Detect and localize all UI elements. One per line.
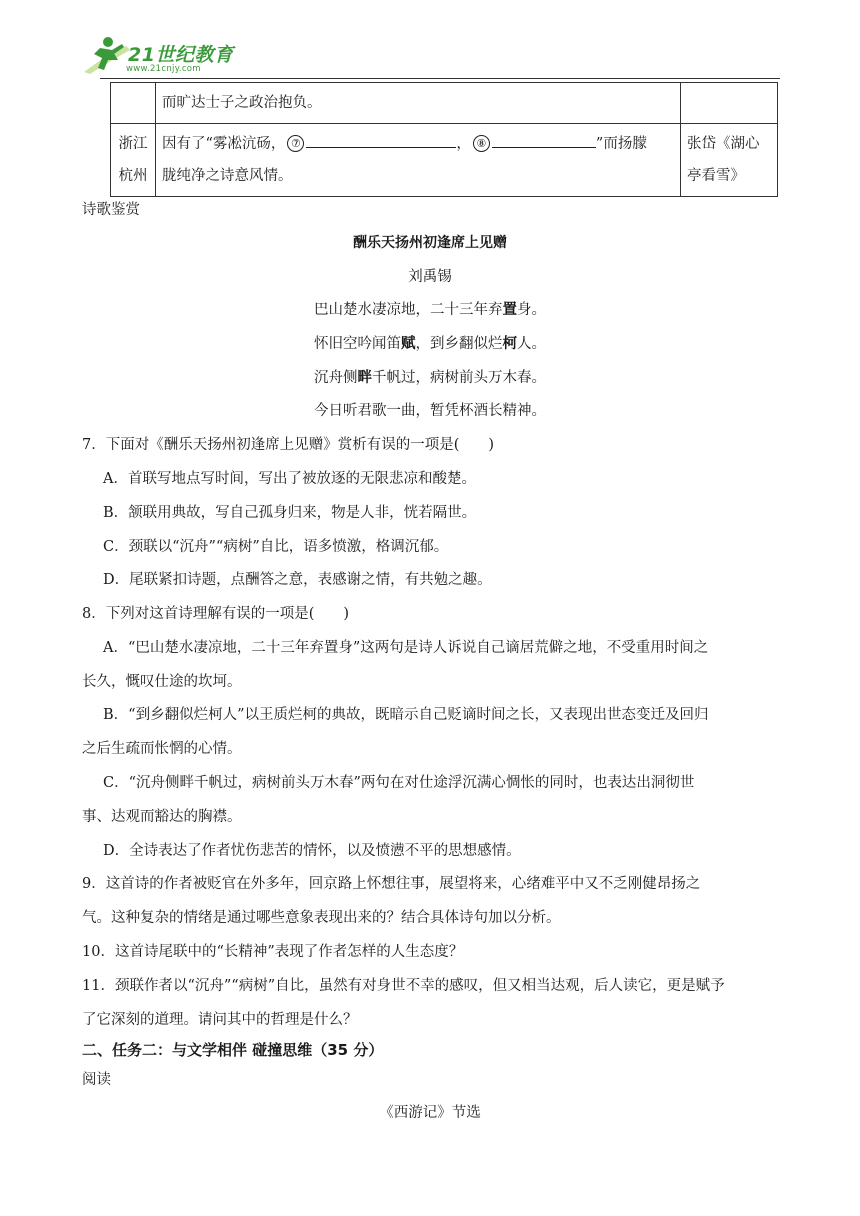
option-b: B．颔联用典故，写自己孤身归来，物是人非，恍若隔世。 xyxy=(103,505,477,521)
option-a-cont: 长久，慨叹仕途的坎坷。 xyxy=(82,674,242,690)
header-divider xyxy=(100,78,780,79)
source-cell xyxy=(681,83,778,124)
place-cell xyxy=(111,83,156,124)
poem-line: 今日听君歌一曲，暂凭杯酒长精神。 xyxy=(314,403,546,419)
place-line: 浙江 xyxy=(118,136,148,152)
poem-title: 酬乐天扬州初逢席上见赠 xyxy=(353,235,507,251)
section-heading: 二、任务二：与文学相伴 碰撞思维（35 分） xyxy=(82,1041,384,1059)
poem-line: 沉舟侧畔千帆过，病树前头万木春。 xyxy=(314,369,546,386)
option-c: C．“沉舟侧畔千帆过，病树前头万木春”两句在对仕途浮沉满心惆怅的同时，也表达出洞彻世 xyxy=(103,775,695,791)
content-cell xyxy=(156,124,681,197)
option-c-cont: 事、达观而豁达的胸襟。 xyxy=(82,809,242,825)
blank-number: ⑧ xyxy=(473,135,490,152)
scenic-table xyxy=(110,82,778,197)
source-cell xyxy=(681,124,778,197)
table-row xyxy=(111,124,778,197)
question-11-cont: 了它深刻的道理。请问其中的哲理是什么？ xyxy=(82,1012,358,1028)
option-a: A．“巴山楚水凄凉地，二十三年弃置身”这两句是诗人诉说自己谪居荒僻之地，不受重用时间之 xyxy=(103,640,709,656)
blank-number: ⑦ xyxy=(287,135,304,152)
option-c: C．颈联以“沉舟”“病树”自比，语多愤激，格调沉郁。 xyxy=(103,539,449,555)
question-10: 10．这首诗尾联中的“长精神”表现了作者怎样的人生态度？ xyxy=(82,944,464,960)
logo-url: www.21cnjy.com xyxy=(126,64,201,74)
question-stem: 8．下列对这首诗理解有误的一项是( ) xyxy=(82,606,350,622)
place-line: 杭州 xyxy=(118,168,148,184)
poem-author: 刘禹锡 xyxy=(408,269,452,285)
logo-text: 21世纪教育 xyxy=(128,44,234,66)
content-text: 因有了“雾凇沆砀， xyxy=(162,136,286,152)
option-b: B．“到乡翻似烂柯人”以王质烂柯的典故，既暗示自己贬谪时间之长，又表现出世态变迁及回归 xyxy=(103,707,709,723)
option-a: A．首联写地点写时间，写出了被放逐的无限悲凉和酸楚。 xyxy=(103,471,476,487)
option-d: D．全诗表达了作者忧伤悲苦的情怀，以及愤懑不平的思想感情。 xyxy=(103,843,521,859)
poem-line: 怀旧空吟闻笛赋，到乡翻似烂柯人。 xyxy=(314,335,546,352)
read-label: 阅读 xyxy=(82,1072,111,1088)
excerpt-title: 《西游记》节选 xyxy=(379,1105,481,1121)
question-stem: 7．下面对《酬乐天扬州初逢席上见赠》赏析有误的一项是( ) xyxy=(82,437,495,453)
option-b-cont: 之后生疏而怅惘的心情。 xyxy=(82,741,242,757)
poem-line: 巴山楚水凄凉地，二十三年弃置身。 xyxy=(314,301,546,318)
source-text: 亭看雪》 xyxy=(687,168,745,184)
content-cell: 而旷达士子之政治抱负。 xyxy=(156,83,681,124)
table-row xyxy=(111,83,778,124)
fill-blank-7[interactable] xyxy=(306,133,456,148)
content-text: 胧纯净之诗意风情。 xyxy=(162,168,293,184)
question-9: 9．这首诗的作者被贬官在外多年，回京路上怀想往事，展望将来，心绪难平中又不乏刚健昂扬之 xyxy=(82,876,701,892)
content-text: ”而扬朦 xyxy=(595,136,647,152)
option-d: D．尾联紧扣诗题，点酬答之意，表感谢之情，有共勉之趣。 xyxy=(103,572,492,588)
content-text: ， xyxy=(456,136,471,152)
source-text: 张岱《湖心 xyxy=(687,136,760,152)
place-cell xyxy=(111,124,156,197)
section-label: 诗歌鉴赏 xyxy=(82,202,140,218)
fill-blank-8[interactable] xyxy=(492,133,596,148)
question-11: 11．颈联作者以“沉舟”“病树”自比，虽然有对身世不幸的感叹，但又相当达观，后人读它，更是赋予 xyxy=(82,978,725,994)
question-9-cont: 气。这种复杂的情绪是通过哪些意象表现出来的？结合具体诗句加以分析。 xyxy=(82,910,561,926)
